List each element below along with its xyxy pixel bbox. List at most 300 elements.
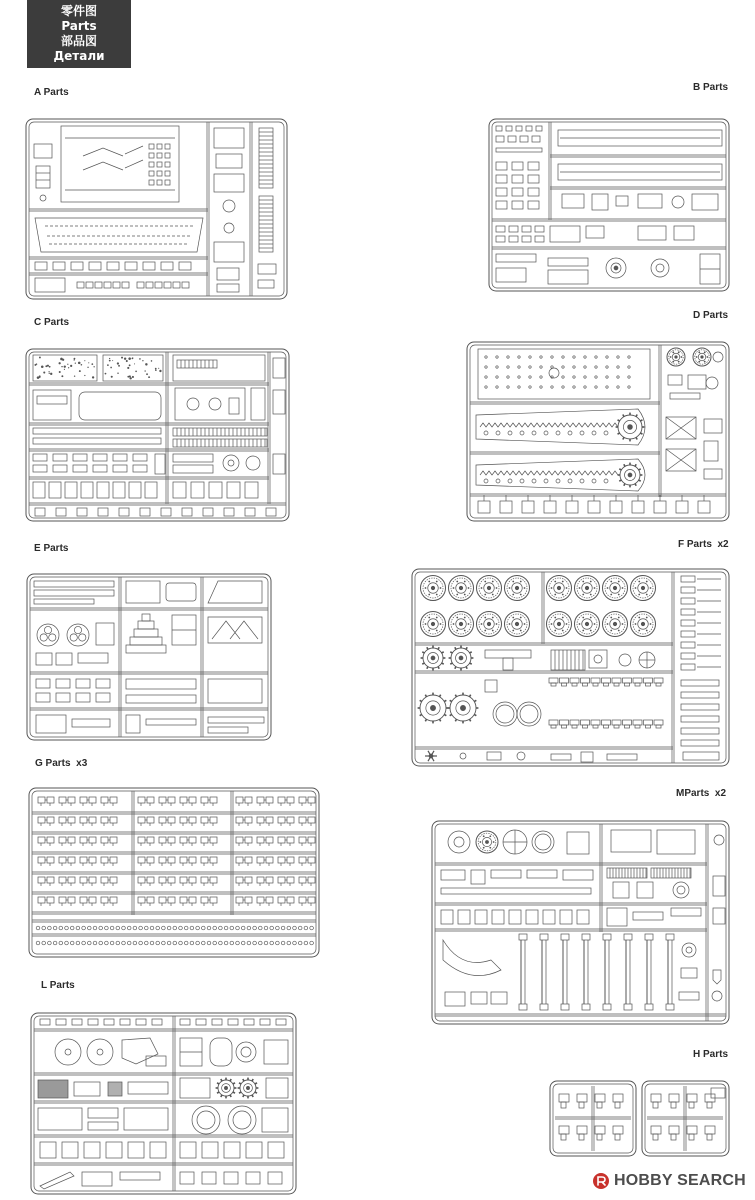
sprue-part — [475, 910, 487, 924]
sprue-part — [590, 581, 592, 583]
sprue-part — [202, 1172, 216, 1184]
sprue-c-diagram — [25, 348, 290, 522]
sprue-part — [582, 934, 590, 940]
sprue-part — [455, 647, 456, 649]
sprue-part — [670, 393, 700, 399]
sprue-part — [496, 479, 500, 483]
sprue-part — [89, 797, 96, 803]
sprue-part — [38, 877, 45, 883]
sprue-part — [278, 797, 285, 803]
sprue-part — [287, 817, 294, 823]
sprue-part — [113, 465, 127, 472]
sprue-part — [160, 371, 161, 372]
sprue-part — [572, 725, 577, 728]
sprue-part — [236, 897, 243, 903]
sprue-part — [493, 702, 517, 726]
sprue-part — [143, 262, 155, 270]
sprue-part — [508, 431, 512, 435]
sprue-part — [101, 857, 108, 863]
sprue-part — [266, 857, 273, 863]
sprue-part — [613, 622, 617, 626]
sprue-part — [157, 171, 162, 176]
sprue-part — [455, 667, 456, 669]
sprue-part — [93, 454, 107, 461]
sprue-part — [88, 1108, 118, 1118]
sprue-part — [138, 877, 145, 883]
sprue-part — [548, 270, 588, 284]
sprue-part — [526, 126, 532, 131]
sprue-part — [175, 388, 245, 420]
sprue-part — [113, 482, 125, 498]
sprue-part — [516, 126, 522, 131]
sprue-part — [79, 370, 81, 372]
sprue-part — [689, 1102, 694, 1108]
sprue-part — [606, 356, 608, 358]
sprue-part — [133, 454, 147, 461]
sprue-part — [573, 356, 575, 358]
sprue-part — [540, 1004, 548, 1010]
sprue-part — [508, 479, 512, 483]
sprue-part — [633, 720, 642, 725]
sprue-part — [135, 371, 137, 373]
sprue-part — [189, 817, 196, 823]
sprue-part — [62, 359, 64, 361]
sprue-part — [120, 1172, 160, 1180]
sprue-part — [520, 136, 528, 142]
sprue-part — [698, 361, 700, 363]
sprue-part — [425, 695, 426, 697]
sprue-part — [650, 623, 652, 625]
sprue-part — [149, 180, 154, 185]
sprue-part — [138, 621, 154, 629]
sprue-part — [613, 1094, 623, 1102]
sprue-part — [628, 425, 633, 430]
sprue-part — [584, 366, 586, 368]
sprue-part — [155, 454, 165, 474]
sprue-part — [87, 1039, 113, 1065]
sprue-part — [544, 501, 556, 513]
sprue-part — [221, 1079, 222, 1081]
sprue-part — [492, 617, 494, 619]
sprue-part — [573, 366, 575, 368]
sprue-part — [636, 437, 637, 439]
sprue-part — [230, 1095, 231, 1097]
sprue-part — [273, 358, 285, 378]
sprue-part — [128, 1142, 144, 1158]
sprue-part — [713, 970, 721, 984]
sprue-part — [33, 454, 47, 461]
sprue-part — [38, 817, 45, 823]
sprue-part — [588, 501, 600, 513]
sprue-part — [161, 508, 171, 516]
sprue-part — [101, 837, 108, 843]
sprue-part — [157, 162, 162, 167]
sprue-part — [420, 715, 422, 716]
sprue-part — [92, 376, 94, 378]
sprue-part — [567, 832, 589, 854]
sprue-part — [628, 386, 630, 388]
sprue-part — [471, 992, 487, 1004]
sprue-part — [146, 373, 148, 375]
sprue-part — [245, 897, 252, 903]
sprue-part — [556, 431, 560, 435]
sprue-part — [159, 837, 166, 843]
sprue-part — [577, 910, 589, 924]
sprue-part — [455, 695, 456, 697]
sprue-part — [577, 1126, 587, 1134]
sprue-part — [270, 926, 274, 930]
sprue-part — [245, 797, 252, 803]
sprue-part — [56, 653, 72, 665]
sprue-part — [180, 857, 187, 863]
sprue-part — [214, 242, 244, 262]
sprue-part — [489, 835, 491, 837]
sprue-part — [470, 652, 472, 653]
sprue-part — [159, 797, 166, 803]
sprue-part — [681, 653, 695, 659]
sprue-part — [182, 508, 192, 516]
sprue-part — [165, 171, 170, 176]
sprue-part — [219, 926, 223, 930]
sprue-part — [436, 617, 438, 619]
sprue-part — [304, 926, 308, 930]
sprue-part — [520, 431, 524, 435]
sprue-part — [554, 581, 556, 583]
sprue-part — [95, 282, 102, 288]
sprue-part — [549, 678, 558, 683]
sprue-part — [681, 664, 695, 670]
sprue-h — [549, 1080, 730, 1157]
sprue-part — [606, 386, 608, 388]
sprue-part — [110, 797, 117, 803]
sprue-part — [49, 366, 51, 368]
sprue-part — [431, 656, 435, 660]
sprue-part — [236, 797, 243, 803]
sprue-part — [77, 508, 87, 516]
sprue-part — [47, 877, 54, 883]
sprue-part — [139, 926, 143, 930]
sprue-part — [560, 910, 572, 924]
sprue-part — [566, 501, 578, 513]
sprue-part — [551, 754, 571, 760]
sprue-part — [610, 501, 622, 513]
sprue-part — [61, 375, 63, 377]
sprue-part — [618, 594, 620, 596]
sprue-part — [704, 441, 718, 461]
sprue-part — [551, 386, 553, 388]
sprue-part — [582, 581, 584, 583]
title-english: Parts — [61, 19, 97, 33]
sprue-part — [127, 926, 131, 930]
sprue-part — [208, 617, 262, 643]
sprue-part — [124, 1108, 168, 1130]
sprue-part — [591, 678, 600, 683]
sprue-part — [236, 1042, 256, 1062]
section-title-box — [27, 0, 131, 68]
sprue-part — [180, 877, 187, 883]
sprue-part — [536, 126, 542, 131]
sprue-part — [628, 366, 630, 368]
sprue-part — [230, 1079, 231, 1081]
sprue-part — [252, 1095, 253, 1097]
sprue-part — [427, 647, 428, 649]
sprue-part — [619, 480, 621, 481]
sprue-part — [645, 1004, 653, 1010]
sprue-part — [610, 617, 612, 619]
sprue-part — [562, 725, 567, 728]
sprue-part — [580, 431, 584, 435]
sprue-part — [579, 1102, 584, 1108]
sprue-part — [614, 266, 618, 270]
sprue-part — [560, 678, 569, 683]
sprue-part — [681, 356, 683, 358]
sprue-part — [622, 623, 624, 625]
sprue-part — [610, 581, 612, 583]
sprue-part — [577, 1094, 587, 1102]
sprue-part — [210, 877, 217, 883]
sprue-part — [549, 720, 558, 725]
sprue-part — [138, 817, 145, 823]
sprue-part — [507, 386, 509, 388]
sprue-part — [474, 715, 476, 716]
sprue-part — [64, 365, 66, 367]
sprue-part — [611, 830, 651, 852]
sprue-part — [49, 482, 61, 498]
sprue-part — [528, 201, 539, 209]
sprue-part — [559, 1126, 569, 1134]
sprue-l-label: L Parts — [41, 980, 75, 991]
sprue-part — [681, 740, 719, 746]
sprue-part — [268, 1142, 284, 1158]
sprue-part — [133, 941, 137, 945]
sprue-part — [656, 683, 661, 686]
sprue-part — [259, 926, 263, 930]
sprue-part — [604, 683, 609, 686]
sprue-part — [597, 1102, 602, 1108]
sprue-l — [30, 1012, 297, 1195]
sprue-part — [122, 926, 126, 930]
sprue-part — [551, 623, 553, 625]
sprue-part — [656, 264, 664, 272]
sprue-part — [59, 837, 66, 843]
sprue-part — [583, 683, 588, 686]
sprue-part — [33, 428, 161, 434]
sprue-part — [487, 622, 491, 626]
sprue-part — [551, 725, 556, 728]
sprue-part — [201, 797, 208, 803]
sprue-part — [173, 454, 213, 462]
sprue-part — [635, 484, 636, 486]
sprue-part — [583, 725, 588, 728]
runner-frame — [29, 788, 319, 957]
sprue-part — [628, 473, 632, 477]
sprue-part — [535, 226, 544, 232]
sprue-part — [299, 837, 306, 843]
sprue-part — [528, 162, 539, 170]
sprue-part — [520, 617, 522, 619]
sprue-part — [150, 926, 154, 930]
sprue-part — [638, 617, 640, 619]
sprue-part — [259, 128, 273, 188]
sprue-part — [179, 941, 183, 945]
sprue-part — [519, 934, 527, 940]
sprue-part — [616, 196, 628, 206]
sprue-part — [219, 941, 223, 945]
sprue-part — [593, 683, 598, 686]
sprue-part — [713, 352, 723, 362]
sprue-part — [595, 1126, 605, 1134]
sprue-part — [678, 351, 680, 353]
sprue-part — [308, 837, 315, 843]
sprue-part — [48, 926, 52, 930]
sprue-part — [582, 617, 584, 619]
sprue-part — [236, 837, 243, 843]
sprue-part — [189, 897, 196, 903]
sprue-part — [428, 630, 430, 632]
sprue-part — [496, 126, 502, 131]
sprue-part — [592, 194, 608, 210]
sprue-part — [562, 376, 564, 378]
sprue-part — [217, 284, 239, 292]
sprue-part — [96, 679, 110, 688]
sprue-part — [244, 1019, 254, 1025]
sprue-part — [122, 1038, 158, 1064]
sprue-part — [639, 469, 641, 470]
sprue-part — [65, 1049, 71, 1055]
sprue-part — [33, 465, 47, 472]
sprue-part — [607, 754, 637, 760]
sprue-part — [273, 390, 285, 414]
sprue-part — [105, 941, 109, 945]
sprue-part — [99, 941, 103, 945]
sprue-part — [570, 678, 579, 683]
sprue-part — [638, 194, 662, 208]
sprue-part — [460, 753, 466, 759]
sprue-part — [496, 366, 498, 368]
sprue-part — [165, 144, 170, 149]
sprue-part — [712, 991, 722, 1001]
sprue-part — [110, 857, 117, 863]
sprue-part — [196, 926, 200, 930]
sprue-part — [612, 678, 621, 683]
sprue-part — [653, 1134, 658, 1140]
sprue-e-diagram — [26, 573, 272, 741]
sprue-part — [147, 857, 154, 863]
sprue-part — [554, 617, 556, 619]
sprue-part — [471, 870, 485, 884]
sprue-part — [258, 264, 276, 274]
sprue-part — [110, 926, 114, 930]
sprue-part — [298, 941, 302, 945]
sprue-part — [168, 797, 175, 803]
sprue-part — [485, 840, 488, 843]
sprue-part — [487, 586, 491, 590]
sprue-part — [483, 847, 485, 849]
sprue-part — [711, 1088, 725, 1098]
sprue-part — [59, 877, 66, 883]
sprue-part — [36, 679, 50, 688]
sprue-part — [101, 897, 108, 903]
sprue-part — [208, 717, 264, 723]
sprue-part — [126, 715, 140, 733]
sprue-b-diagram — [488, 118, 730, 292]
sprue-part — [56, 508, 66, 516]
sprue-part — [34, 581, 114, 587]
sprue-part — [456, 581, 458, 583]
sprue-part — [484, 630, 486, 632]
sprue-part — [562, 581, 564, 583]
sprue-part — [126, 679, 196, 689]
sprue-part — [480, 423, 618, 427]
sprue-part — [633, 912, 663, 920]
sprue-part — [606, 376, 608, 378]
sprue-part — [134, 363, 135, 364]
sprue-part — [470, 719, 471, 721]
sprue-part — [496, 623, 498, 625]
sprue-part — [241, 926, 245, 930]
sprue-part — [440, 719, 441, 721]
sprue-part — [134, 629, 158, 637]
sprue-part — [156, 941, 160, 945]
sprue-part — [595, 386, 597, 388]
sprue-part — [586, 226, 604, 238]
sprue-part — [707, 1102, 712, 1108]
sprue-part — [524, 587, 526, 589]
sprue-part — [147, 877, 154, 883]
sprue-part — [492, 594, 494, 596]
sprue-part — [196, 1019, 206, 1025]
sprue-part — [636, 415, 637, 417]
sprue-part — [666, 934, 674, 940]
sprue-part — [509, 587, 511, 589]
sprue-part — [624, 464, 625, 466]
sprue-part — [49, 634, 56, 641]
sprue-part — [681, 704, 719, 710]
sprue-part — [512, 581, 514, 583]
sprue-part — [49, 373, 50, 374]
sprue-part — [299, 897, 306, 903]
sprue-part — [217, 268, 239, 280]
sprue-part — [98, 508, 108, 516]
sprue-part — [34, 364, 36, 366]
sprue-part — [500, 501, 512, 513]
sprue-part — [201, 817, 208, 823]
sprue-part — [139, 358, 141, 360]
sprue-part — [474, 700, 476, 701]
sprue-part — [686, 947, 692, 953]
sprue-part — [512, 162, 523, 170]
sprue-part — [681, 609, 695, 615]
sprue-part — [459, 622, 463, 626]
sprue-part — [72, 1019, 82, 1025]
sprue-b-label: B Parts — [693, 82, 729, 93]
sprue-part — [478, 501, 490, 513]
sprue-part — [101, 877, 108, 883]
sprue-part — [485, 366, 487, 368]
sprue-part — [36, 926, 40, 930]
sprue-part — [73, 359, 74, 360]
sprue-part — [129, 482, 141, 498]
sprue-part — [147, 837, 154, 843]
sprue-part — [641, 622, 645, 626]
sprue-part — [119, 508, 129, 516]
sprue-part — [133, 926, 137, 930]
sprue-part — [208, 581, 262, 603]
sprue-part — [68, 897, 75, 903]
sprue-part — [603, 934, 611, 940]
sprue-part — [236, 926, 240, 930]
sprue-part — [168, 857, 175, 863]
